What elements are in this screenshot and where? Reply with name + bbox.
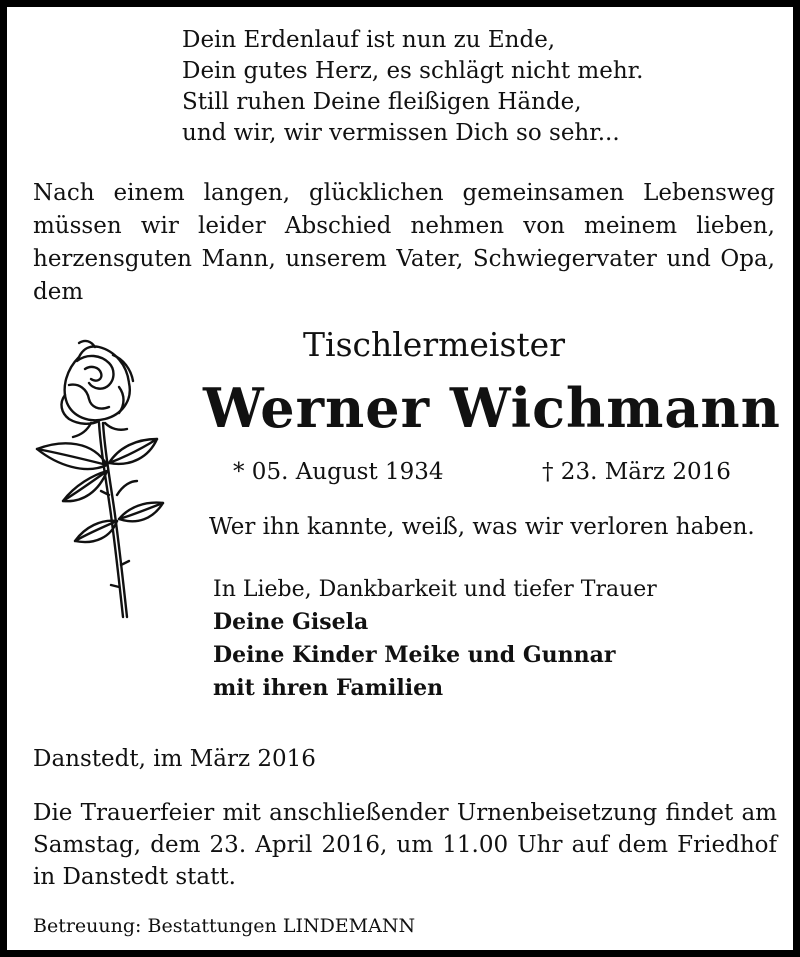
intro-text <box>33 177 775 309</box>
poem-line: und wir, wir vermissen Dich so sehr... <box>182 120 620 146</box>
mourners-block <box>213 573 657 705</box>
poem-line: Still ruhen Deine fleißigen Hände, <box>182 89 582 115</box>
poem <box>182 25 643 149</box>
poem-line: Dein gutes Herz, es schlägt nicht mehr. <box>182 58 644 84</box>
deceased-title: Tischlermeister <box>303 325 565 364</box>
intro-line: dem <box>33 279 84 305</box>
intro-line: Nach einem langen, glücklichen gemeinsamen Lebensweg <box>33 180 775 206</box>
mourner-name: Deine Gisela <box>213 609 369 635</box>
rose-icon <box>29 325 167 627</box>
mourners-intro: In Liebe, Dankbarkeit und tiefer Trauer <box>213 577 657 602</box>
funeral-line: Die Trauerfeier mit anschließender Urnenbeisetzung findet am <box>33 800 777 826</box>
birth-date: * 05. August 1934 <box>233 459 444 485</box>
funeral-line: in Danstedt statt. <box>33 864 236 890</box>
mourner-name: Deine Kinder Meike und Gunnar <box>213 642 616 668</box>
deceased-name: Werner Wichmann <box>203 376 781 440</box>
mourner-name: mit ihren Familien <box>213 675 444 701</box>
funeral-line: Samstag, dem 23. April 2016, um 11.00 Uhr auf dem Friedhof <box>33 832 777 858</box>
undertaker-credit: Betreuung: Bestattungen LINDEMANN <box>33 915 416 937</box>
poem-line: Dein Erdenlauf ist nun zu Ende, <box>182 27 556 53</box>
intro-line: herzensguten Mann, unserem Vater, Schwiegervater und Opa, <box>33 246 775 272</box>
place-date: Danstedt, im März 2016 <box>33 746 316 772</box>
memorial-quote: Wer ihn kannte, weiß, was wir verloren haben. <box>209 514 755 540</box>
funeral-info <box>33 797 777 893</box>
intro-line: müssen wir leider Abschied nehmen von meinem lieben, <box>33 213 775 239</box>
death-date: † 23. März 2016 <box>542 459 731 485</box>
